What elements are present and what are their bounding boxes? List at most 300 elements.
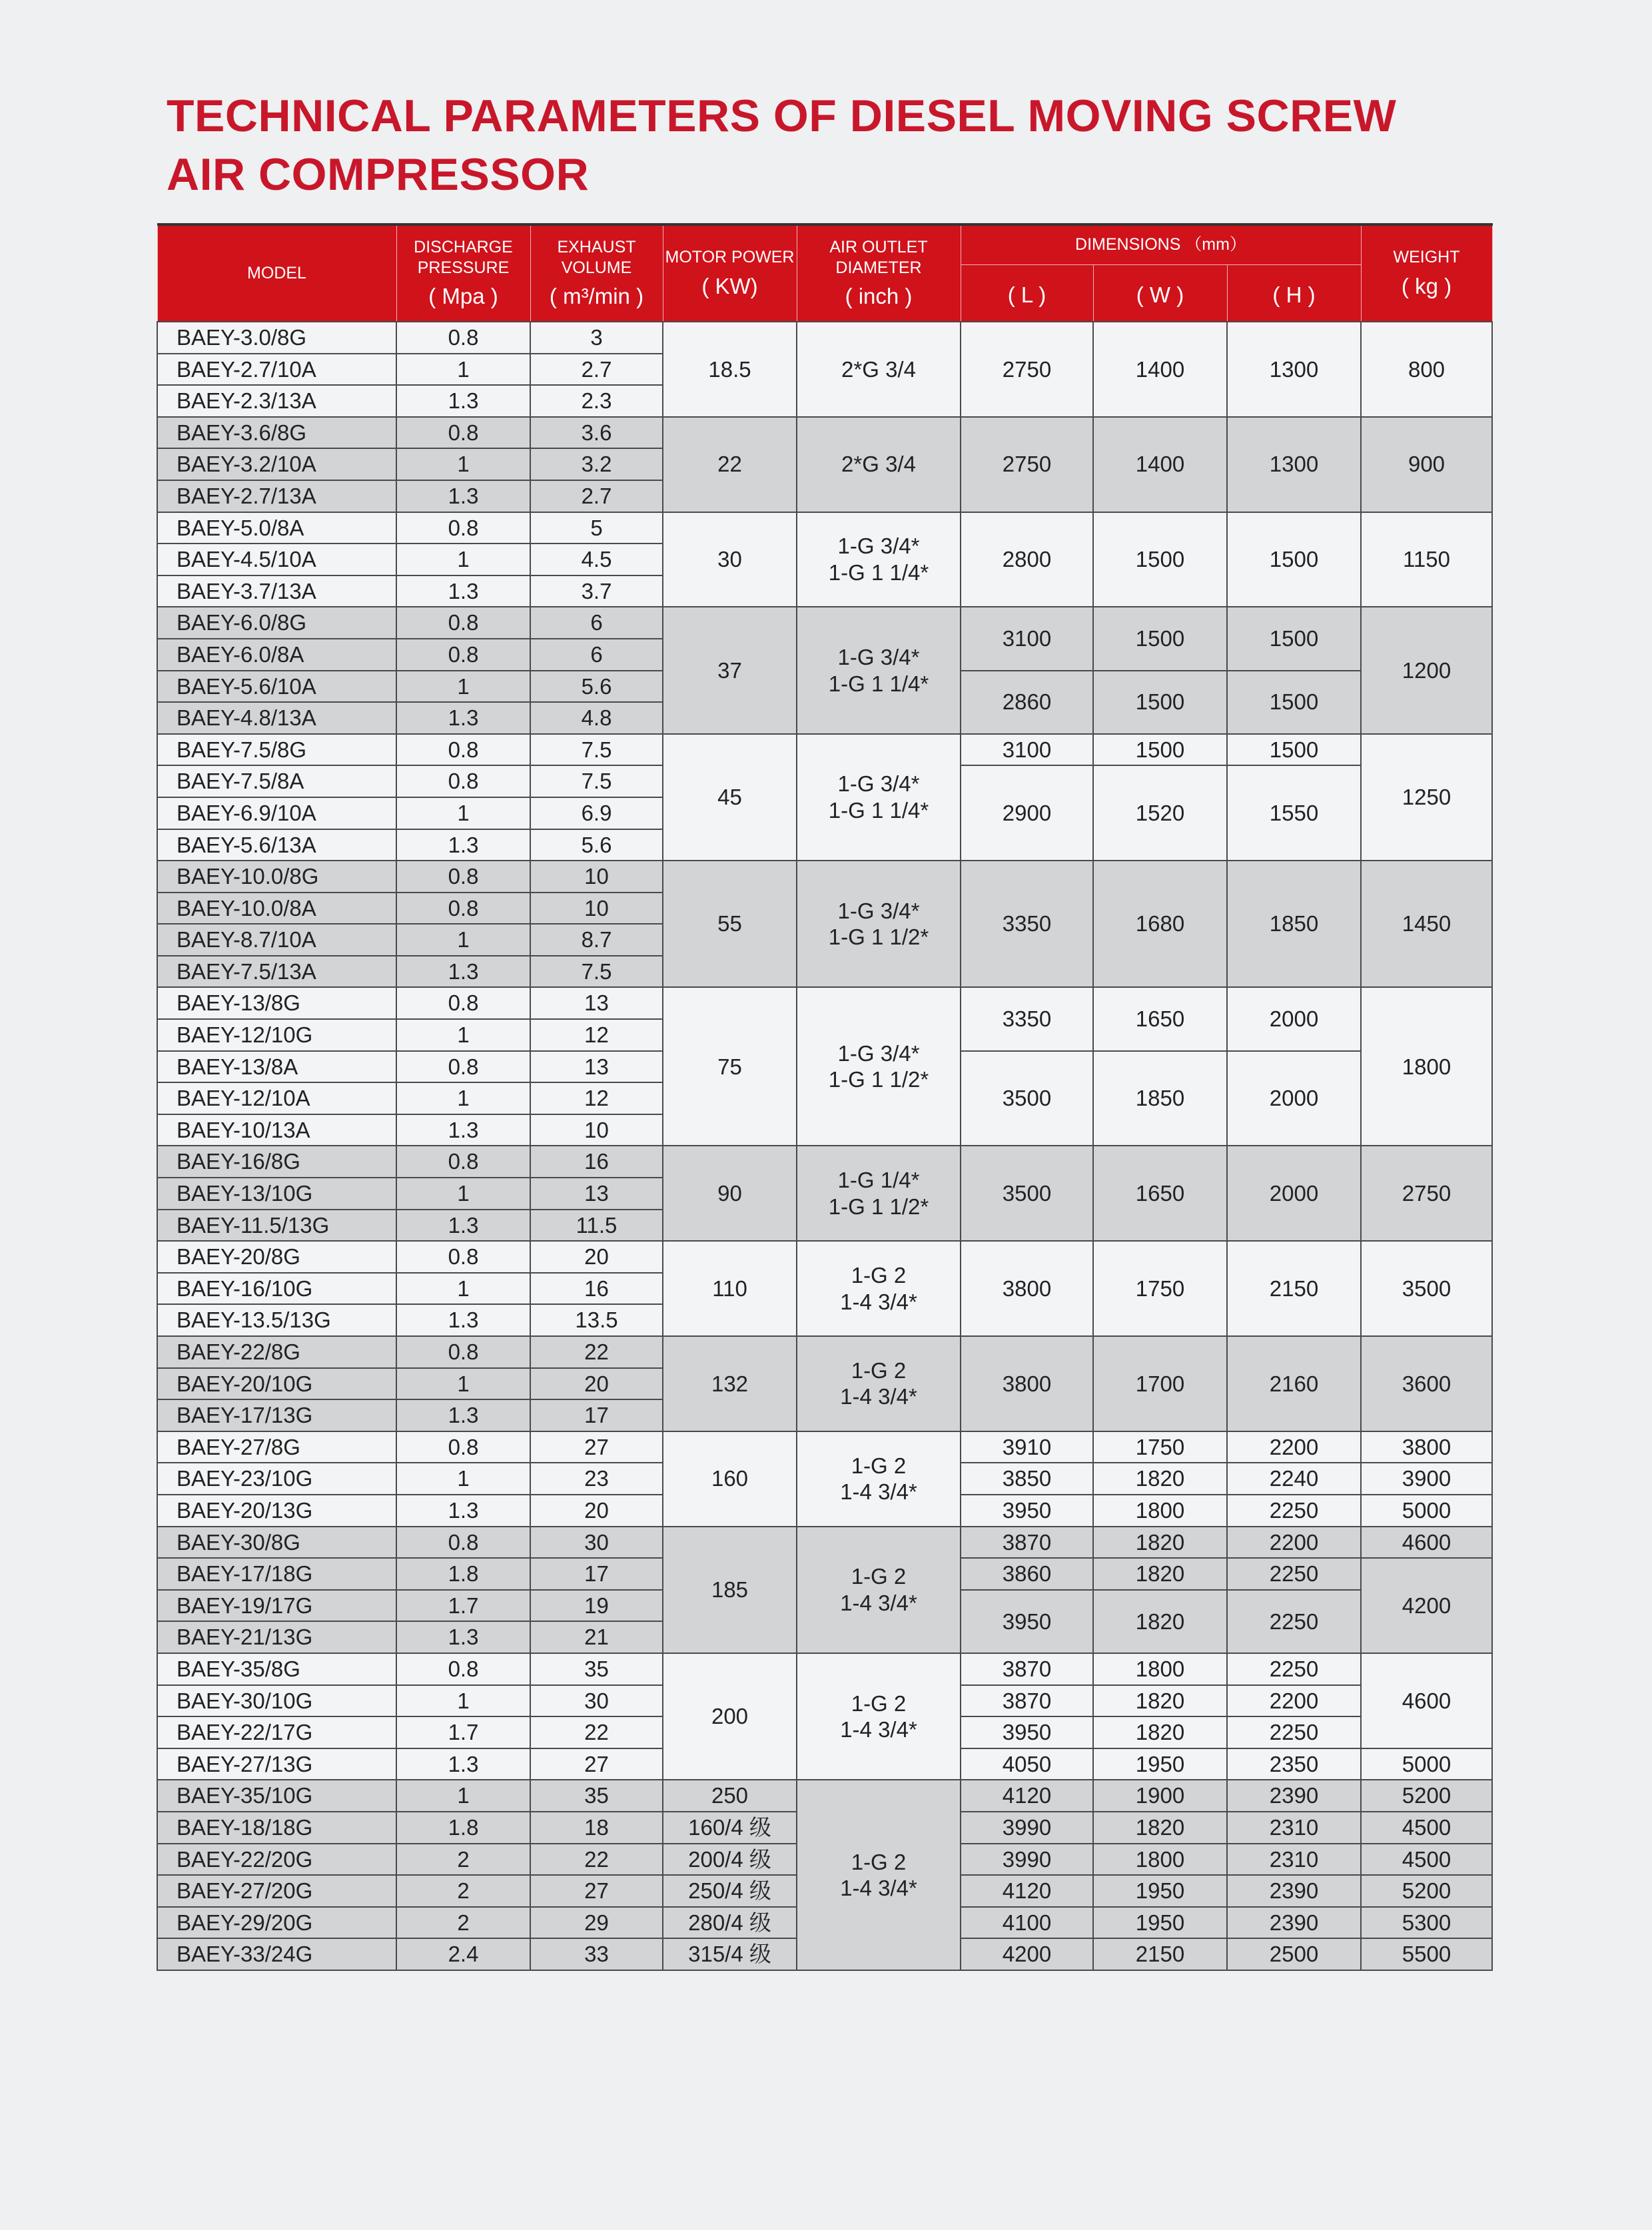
model-cell: BAEY-17/18G <box>157 1558 396 1590</box>
motor-power-cell: 110 <box>663 1241 797 1336</box>
model-cell: BAEY-30/10G <box>157 1685 396 1717</box>
pressure-cell: 2.4 <box>396 1938 530 1970</box>
volume-cell: 27 <box>530 1875 663 1907</box>
model-cell: BAEY-8.7/10A <box>157 924 396 956</box>
length-cell: 3950 <box>961 1590 1093 1653</box>
air-outlet-cell: 1-G 3/4* 1-G 1 1/2* <box>797 861 961 987</box>
height-cell: 2150 <box>1227 1241 1361 1336</box>
weight-cell: 800 <box>1361 322 1492 417</box>
model-cell: BAEY-10/13A <box>157 1114 396 1146</box>
height-cell: 2000 <box>1227 1051 1361 1146</box>
model-cell: BAEY-22/8G <box>157 1336 396 1368</box>
volume-cell: 16 <box>530 1146 663 1178</box>
model-cell: BAEY-30/8G <box>157 1527 396 1559</box>
page-title: TECHNICAL PARAMETERS OF DIESEL MOVING SCREW AIR COMPRESSOR <box>167 91 1397 200</box>
pressure-cell: 1.3 <box>396 480 530 512</box>
length-cell: 3870 <box>961 1685 1093 1717</box>
table-row <box>157 987 1492 1019</box>
weight-cell: 2750 <box>1361 1146 1492 1241</box>
pressure-cell: 0.8 <box>396 1336 530 1368</box>
width-cell: 1950 <box>1093 1875 1227 1907</box>
model-cell: BAEY-21/13G <box>157 1621 396 1653</box>
length-cell: 3100 <box>961 734 1093 766</box>
motor-power-cell: 90 <box>663 1146 797 1241</box>
table-row <box>157 1527 1492 1559</box>
height-cell: 2250 <box>1227 1558 1361 1590</box>
width-cell: 1900 <box>1093 1780 1227 1812</box>
weight-cell: 5200 <box>1361 1875 1492 1907</box>
volume-cell: 27 <box>530 1748 663 1780</box>
volume-cell: 13 <box>530 1051 663 1083</box>
motor-power-cell: 132 <box>663 1336 797 1431</box>
air-outlet-cell: 1-G 2 1-4 3/4* <box>797 1336 961 1431</box>
height-cell: 2390 <box>1227 1907 1361 1939</box>
length-cell: 3350 <box>961 861 1093 987</box>
table-row <box>157 1146 1492 1178</box>
motor-power-cell: 250 <box>663 1780 797 1812</box>
motor-power-cell: 315/4 级 <box>663 1938 797 1970</box>
height-cell: 2250 <box>1227 1716 1361 1748</box>
pressure-cell: 2 <box>396 1907 530 1939</box>
width-cell: 1850 <box>1093 1051 1227 1146</box>
motor-power-cell: 55 <box>663 861 797 987</box>
motor-power-cell: 18.5 <box>663 322 797 417</box>
volume-cell: 22 <box>530 1716 663 1748</box>
model-cell: BAEY-2.3/13A <box>157 385 396 417</box>
model-cell: BAEY-7.5/13A <box>157 956 396 988</box>
air-outlet-cell: 1-G 3/4* 1-G 1 1/4* <box>797 734 961 861</box>
volume-cell: 7.5 <box>530 734 663 766</box>
model-cell: BAEY-6.0/8A <box>157 639 396 671</box>
height-cell: 2200 <box>1227 1527 1361 1559</box>
length-cell: 3870 <box>961 1527 1093 1559</box>
model-cell: BAEY-13/8G <box>157 987 396 1019</box>
volume-cell: 5.6 <box>530 671 663 703</box>
pressure-cell: 1.3 <box>396 1114 530 1146</box>
weight-cell: 4200 <box>1361 1558 1492 1653</box>
height-cell: 2160 <box>1227 1336 1361 1431</box>
height-cell: 2000 <box>1227 987 1361 1050</box>
weight-cell: 4500 <box>1361 1844 1492 1876</box>
weight-cell: 5000 <box>1361 1495 1492 1527</box>
header-dimensions-label: DIMENSIONS （mm） <box>1075 235 1246 254</box>
model-cell: BAEY-3.0/8G <box>157 322 396 354</box>
model-cell: BAEY-20/8G <box>157 1241 396 1273</box>
volume-cell: 23 <box>530 1463 663 1495</box>
pressure-cell: 2 <box>396 1844 530 1876</box>
length-cell: 3870 <box>961 1653 1093 1685</box>
model-cell: BAEY-7.5/8A <box>157 765 396 797</box>
pressure-cell: 1.7 <box>396 1590 530 1622</box>
volume-cell: 12 <box>530 1082 663 1114</box>
height-cell: 2310 <box>1227 1812 1361 1844</box>
pressure-cell: 1.3 <box>396 385 530 417</box>
length-cell: 3350 <box>961 987 1093 1050</box>
width-cell: 1500 <box>1093 734 1227 766</box>
pressure-cell: 1.3 <box>396 575 530 607</box>
volume-cell: 13 <box>530 987 663 1019</box>
volume-cell: 35 <box>530 1653 663 1685</box>
pressure-cell: 0.8 <box>396 893 530 925</box>
model-cell: BAEY-22/17G <box>157 1716 396 1748</box>
height-cell: 2240 <box>1227 1463 1361 1495</box>
length-cell: 2860 <box>961 671 1093 734</box>
air-outlet-cell: 2*G 3/4 <box>797 417 961 512</box>
weight-cell: 3600 <box>1361 1336 1492 1431</box>
table-row <box>157 734 1492 766</box>
motor-power-cell: 37 <box>663 607 797 733</box>
length-cell: 2800 <box>961 512 1093 607</box>
model-cell: BAEY-6.0/8G <box>157 607 396 639</box>
header-outlet <box>797 224 961 322</box>
model-cell: BAEY-6.9/10A <box>157 797 396 829</box>
pressure-cell: 1.3 <box>396 702 530 734</box>
volume-cell: 12 <box>530 1019 663 1051</box>
model-cell: BAEY-18/18G <box>157 1812 396 1844</box>
header-height <box>1227 264 1361 322</box>
height-cell: 2200 <box>1227 1685 1361 1717</box>
model-cell: BAEY-12/10A <box>157 1082 396 1114</box>
volume-cell: 11.5 <box>530 1210 663 1242</box>
volume-cell: 5.6 <box>530 829 663 861</box>
length-cell: 3800 <box>961 1336 1093 1431</box>
pressure-cell: 0.8 <box>396 861 530 893</box>
volume-cell: 22 <box>530 1336 663 1368</box>
pressure-cell: 1 <box>396 797 530 829</box>
volume-cell: 13 <box>530 1178 663 1210</box>
length-cell: 4100 <box>961 1907 1093 1939</box>
width-cell: 1800 <box>1093 1495 1227 1527</box>
length-cell: 2750 <box>961 417 1093 512</box>
length-cell: 2900 <box>961 765 1093 861</box>
model-cell: BAEY-3.6/8G <box>157 417 396 449</box>
pressure-cell: 1.3 <box>396 956 530 988</box>
volume-cell: 10 <box>530 861 663 893</box>
motor-power-cell: 160/4 级 <box>663 1812 797 1844</box>
length-cell: 3850 <box>961 1463 1093 1495</box>
air-outlet-cell: 1-G 2 1-4 3/4* <box>797 1241 961 1336</box>
pressure-cell: 0.8 <box>396 734 530 766</box>
pressure-cell: 1.3 <box>396 1495 530 1527</box>
model-cell: BAEY-17/13G <box>157 1399 396 1431</box>
pressure-cell: 0.8 <box>396 1051 530 1083</box>
model-cell: BAEY-5.6/13A <box>157 829 396 861</box>
model-cell: BAEY-20/13G <box>157 1495 396 1527</box>
model-cell: BAEY-10.0/8G <box>157 861 396 893</box>
pressure-cell: 1.3 <box>396 1621 530 1653</box>
weight-cell: 1150 <box>1361 512 1492 607</box>
air-outlet-cell: 1-G 2 1-4 3/4* <box>797 1780 961 1970</box>
volume-cell: 17 <box>530 1399 663 1431</box>
model-cell: BAEY-22/20G <box>157 1844 396 1876</box>
table-row <box>157 1241 1492 1273</box>
volume-cell: 17 <box>530 1558 663 1590</box>
model-cell: BAEY-35/10G <box>157 1780 396 1812</box>
weight-cell: 1800 <box>1361 987 1492 1146</box>
pressure-cell: 0.8 <box>396 512 530 544</box>
volume-cell: 6.9 <box>530 797 663 829</box>
weight-cell: 5500 <box>1361 1938 1492 1970</box>
table-row <box>157 417 1492 449</box>
volume-cell: 10 <box>530 893 663 925</box>
header-height-label: ( H ) <box>1272 282 1316 308</box>
pressure-cell: 1 <box>396 448 530 480</box>
motor-power-cell: 22 <box>663 417 797 512</box>
header-pressure <box>396 224 530 322</box>
width-cell: 1650 <box>1093 987 1227 1050</box>
length-cell: 4200 <box>961 1938 1093 1970</box>
header-width <box>1093 264 1227 322</box>
volume-cell: 22 <box>530 1844 663 1876</box>
height-cell: 1300 <box>1227 417 1361 512</box>
height-cell: 1500 <box>1227 734 1361 766</box>
table-row <box>157 1336 1492 1368</box>
air-outlet-cell: 1-G 2 1-4 3/4* <box>797 1527 961 1653</box>
volume-cell: 30 <box>530 1685 663 1717</box>
height-cell: 1300 <box>1227 322 1361 417</box>
model-cell: BAEY-29/20G <box>157 1907 396 1939</box>
pressure-cell: 0.8 <box>396 607 530 639</box>
width-cell: 1500 <box>1093 512 1227 607</box>
header-volume-unit: ( m³/min ) <box>549 284 644 309</box>
pressure-cell: 1 <box>396 671 530 703</box>
pressure-cell: 0.8 <box>396 765 530 797</box>
motor-power-cell: 75 <box>663 987 797 1146</box>
air-outlet-cell: 1-G 2 1-4 3/4* <box>797 1431 961 1527</box>
pressure-cell: 0.8 <box>396 1653 530 1685</box>
height-cell: 1500 <box>1227 512 1361 607</box>
volume-cell: 27 <box>530 1431 663 1463</box>
width-cell: 1950 <box>1093 1748 1227 1780</box>
length-cell: 3910 <box>961 1431 1093 1463</box>
length-cell: 3100 <box>961 607 1093 670</box>
volume-cell: 7.5 <box>530 765 663 797</box>
header-weight-unit: ( kg ) <box>1401 273 1452 298</box>
volume-cell: 19 <box>530 1590 663 1622</box>
height-cell: 1550 <box>1227 765 1361 861</box>
weight-cell: 3800 <box>1361 1431 1492 1463</box>
header-length <box>961 264 1093 322</box>
volume-cell: 4.5 <box>530 544 663 575</box>
width-cell: 1820 <box>1093 1685 1227 1717</box>
length-cell: 3950 <box>961 1495 1093 1527</box>
width-cell: 1500 <box>1093 671 1227 734</box>
header-motor-label: MOTOR POWER <box>665 248 795 267</box>
model-cell: BAEY-4.5/10A <box>157 544 396 575</box>
air-outlet-cell: 1-G 3/4* 1-G 1 1/4* <box>797 512 961 607</box>
pressure-cell: 1 <box>396 1685 530 1717</box>
weight-cell: 5200 <box>1361 1780 1492 1812</box>
width-cell: 1820 <box>1093 1590 1227 1653</box>
height-cell: 2250 <box>1227 1653 1361 1685</box>
volume-cell: 2.3 <box>530 385 663 417</box>
volume-cell: 16 <box>530 1273 663 1305</box>
model-cell: BAEY-27/13G <box>157 1748 396 1780</box>
width-cell: 1750 <box>1093 1431 1227 1463</box>
model-cell: BAEY-20/10G <box>157 1368 396 1400</box>
pressure-cell: 1 <box>396 544 530 575</box>
volume-cell: 18 <box>530 1812 663 1844</box>
model-cell: BAEY-5.6/10A <box>157 671 396 703</box>
header-motor-unit: ( KW) <box>701 273 758 298</box>
volume-cell: 20 <box>530 1495 663 1527</box>
motor-power-cell: 200/4 级 <box>663 1844 797 1876</box>
model-cell: BAEY-27/20G <box>157 1875 396 1907</box>
air-outlet-cell: 1-G 3/4* 1-G 1 1/2* <box>797 987 961 1146</box>
length-cell: 4120 <box>961 1875 1093 1907</box>
model-cell: BAEY-11.5/13G <box>157 1210 396 1242</box>
model-cell: BAEY-33/24G <box>157 1938 396 1970</box>
weight-cell: 1200 <box>1361 607 1492 733</box>
weight-cell: 5300 <box>1361 1907 1492 1939</box>
width-cell: 1400 <box>1093 417 1227 512</box>
header-outlet-unit: ( inch ) <box>845 284 913 309</box>
motor-power-cell: 30 <box>663 512 797 607</box>
volume-cell: 3.7 <box>530 575 663 607</box>
volume-cell: 4.8 <box>530 702 663 734</box>
weight-cell: 3900 <box>1361 1463 1492 1495</box>
header-model-label: MODEL <box>247 263 306 282</box>
table-row <box>157 512 1492 544</box>
height-cell: 2250 <box>1227 1495 1361 1527</box>
length-cell: 3800 <box>961 1241 1093 1336</box>
length-cell: 3500 <box>961 1051 1093 1146</box>
width-cell: 1680 <box>1093 861 1227 987</box>
volume-cell: 3.6 <box>530 417 663 449</box>
model-cell: BAEY-10.0/8A <box>157 893 396 925</box>
volume-cell: 3.2 <box>530 448 663 480</box>
air-outlet-cell: 1-G 2 1-4 3/4* <box>797 1653 961 1780</box>
motor-power-cell: 250/4 级 <box>663 1875 797 1907</box>
header-width-label: ( W ) <box>1136 282 1184 308</box>
pressure-cell: 0.8 <box>396 1146 530 1178</box>
volume-cell: 6 <box>530 639 663 671</box>
model-cell: BAEY-16/8G <box>157 1146 396 1178</box>
pressure-cell: 2 <box>396 1875 530 1907</box>
height-cell: 2000 <box>1227 1146 1361 1241</box>
pressure-cell: 0.8 <box>396 1527 530 1559</box>
model-cell: BAEY-23/10G <box>157 1463 396 1495</box>
motor-power-cell: 45 <box>663 734 797 861</box>
volume-cell: 30 <box>530 1527 663 1559</box>
model-cell: BAEY-16/10G <box>157 1273 396 1305</box>
table-row <box>157 607 1492 639</box>
pressure-cell: 1 <box>396 1368 530 1400</box>
height-cell: 2500 <box>1227 1938 1361 1970</box>
motor-power-cell: 200 <box>663 1653 797 1780</box>
height-cell: 2390 <box>1227 1875 1361 1907</box>
volume-cell: 13.5 <box>530 1304 663 1336</box>
model-cell: BAEY-3.7/13A <box>157 575 396 607</box>
model-cell: BAEY-7.5/8G <box>157 734 396 766</box>
pressure-cell: 1.8 <box>396 1558 530 1590</box>
height-cell: 2390 <box>1227 1780 1361 1812</box>
width-cell: 1820 <box>1093 1527 1227 1559</box>
volume-cell: 3 <box>530 322 663 354</box>
pressure-cell: 1.8 <box>396 1812 530 1844</box>
weight-cell: 1250 <box>1361 734 1492 861</box>
width-cell: 1500 <box>1093 607 1227 670</box>
height-cell: 1500 <box>1227 671 1361 734</box>
weight-cell: 1450 <box>1361 861 1492 987</box>
header-volume <box>530 224 663 322</box>
model-cell: BAEY-4.8/13A <box>157 702 396 734</box>
volume-cell: 6 <box>530 607 663 639</box>
pressure-cell: 1 <box>396 354 530 386</box>
pressure-cell: 1.3 <box>396 1748 530 1780</box>
model-cell: BAEY-13/10G <box>157 1178 396 1210</box>
length-cell: 3500 <box>961 1146 1093 1241</box>
model-cell: BAEY-35/8G <box>157 1653 396 1685</box>
pressure-cell: 1 <box>396 1463 530 1495</box>
pressure-cell: 0.8 <box>396 987 530 1019</box>
table-row <box>157 322 1492 354</box>
volume-cell: 2.7 <box>530 480 663 512</box>
header-dimensions <box>961 224 1361 264</box>
pressure-cell: 1 <box>396 924 530 956</box>
motor-power-cell: 160 <box>663 1431 797 1527</box>
width-cell: 1700 <box>1093 1336 1227 1431</box>
pressure-cell: 1 <box>396 1780 530 1812</box>
pressure-cell: 0.8 <box>396 322 530 354</box>
table-row <box>157 861 1492 893</box>
pressure-cell: 1.7 <box>396 1716 530 1748</box>
height-cell: 2310 <box>1227 1844 1361 1876</box>
header-pressure-label: DISCHARGE PRESSURE <box>414 237 513 277</box>
height-cell: 2350 <box>1227 1748 1361 1780</box>
length-cell: 3950 <box>961 1716 1093 1748</box>
pressure-cell: 1 <box>396 1273 530 1305</box>
volume-cell: 35 <box>530 1780 663 1812</box>
width-cell: 1520 <box>1093 765 1227 861</box>
width-cell: 1800 <box>1093 1653 1227 1685</box>
volume-cell: 20 <box>530 1241 663 1273</box>
volume-cell: 20 <box>530 1368 663 1400</box>
header-weight <box>1361 224 1492 322</box>
volume-cell: 29 <box>530 1907 663 1939</box>
weight-cell: 4600 <box>1361 1527 1492 1559</box>
height-cell: 2250 <box>1227 1590 1361 1653</box>
header-weight-label: WEIGHT <box>1393 248 1460 267</box>
width-cell: 2150 <box>1093 1938 1227 1970</box>
width-cell: 1820 <box>1093 1716 1227 1748</box>
width-cell: 1650 <box>1093 1146 1227 1241</box>
pressure-cell: 0.8 <box>396 639 530 671</box>
weight-cell: 5000 <box>1361 1748 1492 1780</box>
weight-cell: 3500 <box>1361 1241 1492 1336</box>
pressure-cell: 1.3 <box>396 1399 530 1431</box>
volume-cell: 2.7 <box>530 354 663 386</box>
pressure-cell: 0.8 <box>396 1431 530 1463</box>
model-cell: BAEY-2.7/10A <box>157 354 396 386</box>
header-motor <box>663 224 797 322</box>
height-cell: 2200 <box>1227 1431 1361 1463</box>
width-cell: 1820 <box>1093 1463 1227 1495</box>
volume-cell: 8.7 <box>530 924 663 956</box>
model-cell: BAEY-13/8A <box>157 1051 396 1083</box>
header-model <box>157 224 396 322</box>
table-row <box>157 1431 1492 1463</box>
pressure-cell: 0.8 <box>396 1241 530 1273</box>
width-cell: 1820 <box>1093 1812 1227 1844</box>
motor-power-cell: 280/4 级 <box>663 1907 797 1939</box>
length-cell: 3990 <box>961 1812 1093 1844</box>
volume-cell: 33 <box>530 1938 663 1970</box>
model-cell: BAEY-3.2/10A <box>157 448 396 480</box>
weight-cell: 900 <box>1361 417 1492 512</box>
volume-cell: 7.5 <box>530 956 663 988</box>
model-cell: BAEY-5.0/8A <box>157 512 396 544</box>
